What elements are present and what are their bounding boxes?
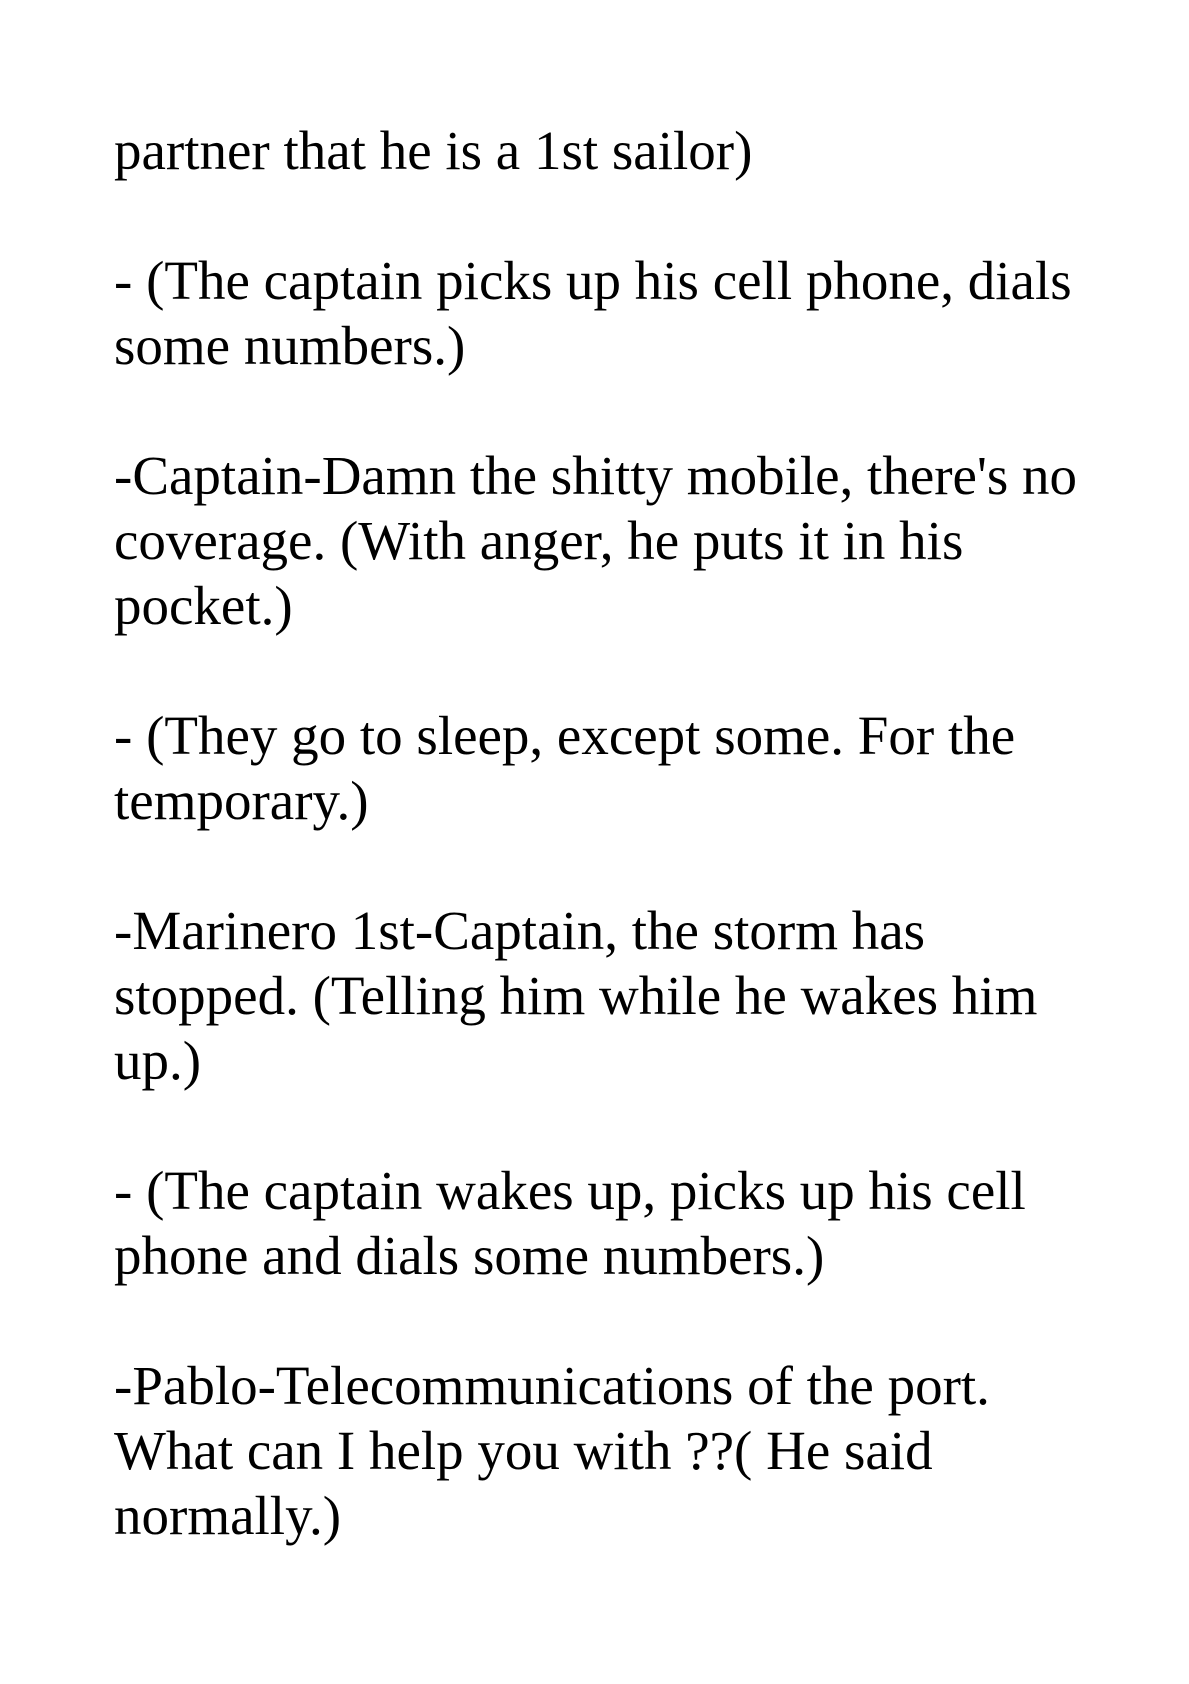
paragraph-stage-direction-sleep: - (They go to sleep, except some. For the temporary.) [114,705,1016,831]
paragraph-pablo-line: -Pablo-Telecommunications of the port. What can I help you with ??( He said normally.) [114,1355,990,1546]
paragraph-continuation: partner that he is a 1st sailor) [114,120,753,181]
paragraph-stage-direction-wakes: - (The captain wakes up, picks up his cell phone and dials some numbers.) [114,1160,1026,1286]
paragraph-stage-direction-phone: - (The captain picks up his cell phone, dials some numbers.) [114,250,1072,376]
paragraph-captain-line: -Captain-Damn the shitty mobile, there's no coverage. (With anger, he puts it in his pocket.) [114,445,1078,636]
paragraph-sailor-line: -Marinero 1st-Captain, the storm has stopped. (Telling him while he wakes him up.) [114,900,1038,1091]
document-body [114,118,1114,1613]
